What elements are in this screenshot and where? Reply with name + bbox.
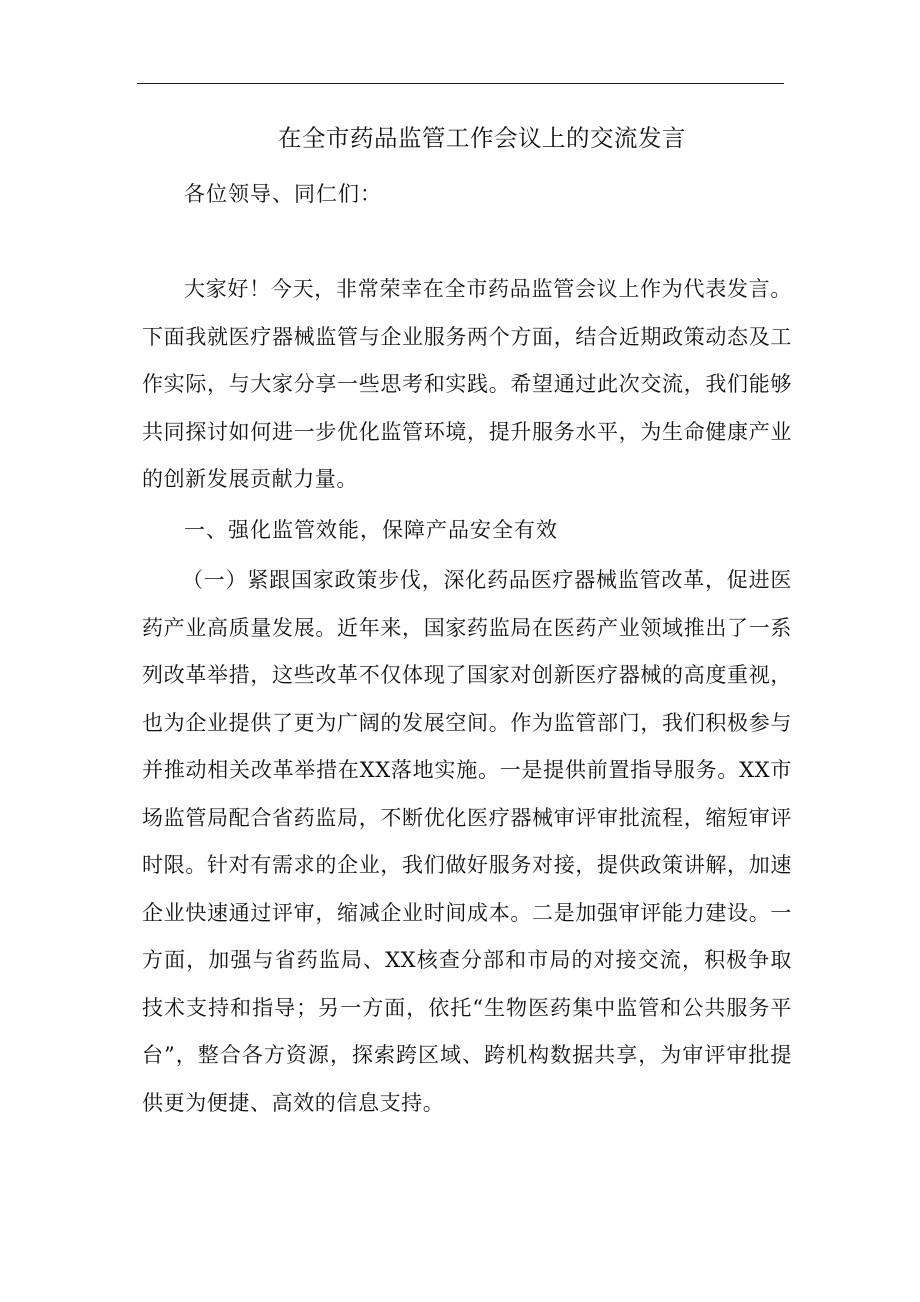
intro-paragraph: 大家好！今天，非常荣幸在全市药品监管会议上作为代表发言。下面我就医疗器械监管与企业服务两个方面，结合近期政策动态及工作实际，与大家分享一些思考和实践。希望通过此次交流，我们能够共同探讨如何进一步优化监管环境，提升服务水平，为生命健康产业的创新发展贡献力量。 xyxy=(142,277,792,491)
header-rule xyxy=(137,83,784,84)
salutation: 各位领导、同仁们： xyxy=(184,182,382,206)
section-heading: 一、强化监管效能，保障产品安全有效 xyxy=(184,518,558,542)
section-paragraph: （一）紧跟国家政策步伐，深化药品医疗器械监管改革，促进医药产业高质量发展。近年来，国家药监局在医药产业领域推出了一系列改革举措，这些改革不仅体现了国家对创新医疗器械的高度重视，也为企业提供了更为广阔的发展空间。作为监管部门，我们积极参与并推动相关改革举措在XX落地实施。一是提供前置指导服务。XX市场监管局配合省药监局，不断优化医疗器械审评审批流程，缩短审评时限。针对有需求的企业，我们做好服务对接，提供政策讲解，加速企业快速通过评审，缩减企业时间成本。二是加强审评能力建设。一方面，加强与省药监局、XX核查分部和市局的对接交流，积极争取技术支持和指导；另一方面，依托“生物医药集中监管和公共服务平台”，整合各方资源，探索跨区域、跨机构数据共享，为审评审批提供更为便捷、高效的信息支持。 xyxy=(142,568,792,1115)
document-title: 在全市药品监管工作会议上的交流发言 xyxy=(278,124,686,152)
